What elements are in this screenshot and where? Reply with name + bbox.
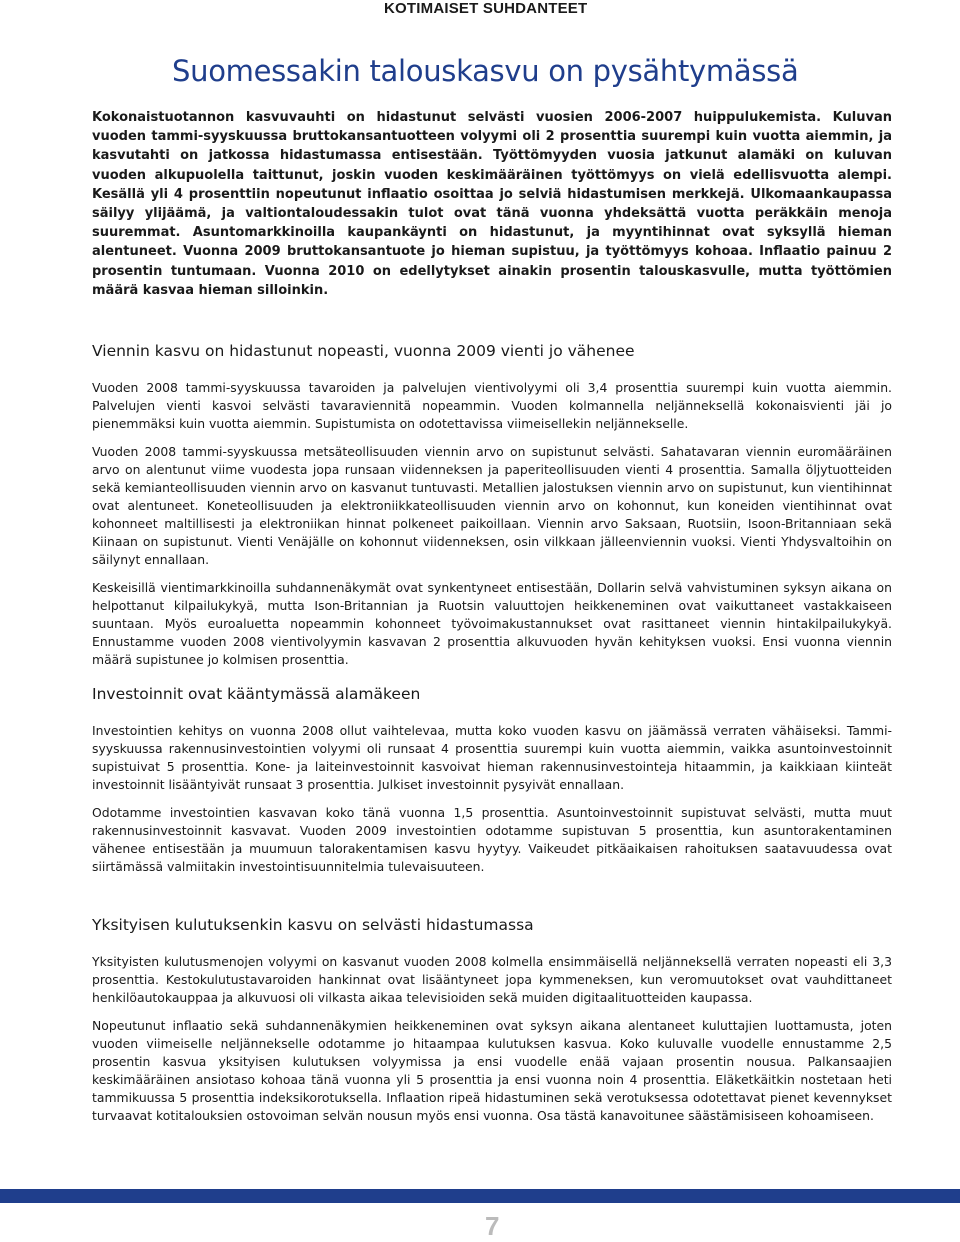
lead-paragraph: Kokonaistuotannon kasvuvauhti on hidastunut selvästi vuosien 2006-2007 huippulukemista. Kuluvan vuoden tammi-syyskuussa bruttokansantuotteen volyymi oli 2 prosenttia suurempi kuin vuotta aiemmin, ja kasvutahti on jatkossa hidastumassa entisestään. Työttömyyden vuosia jatkunut alamäki on kuluvan vuoden alkupuolella taittunut, joskin vuoden keskimääräinen työttömyys on vielä edellisvuotta alempi. Kesällä yli 4 prosenttiin nopeutunut inflaatio osoittaa jo selviä hidastumisen merkkejä. Ulkomaankaupassa säilyy ylijäämä, ja valtiontaloudessakin tulot ovat tänä vuonna yhdeksättä vuotta peräkkäin menoja suuremmat. Asuntomarkkinoilla kaupankäynti on hidastunut, ja myyntihinnat ovat syksyllä hieman alentuneet. Vuonna 2009 bruttokansantuote jo hieman supistuu, ja työttömyys kohoaa. Inflaatio painuu 2 prosentin tuntumaan. Vuonna 2010 on edellytykset ainakin prosentin talouskasvulle, mutta työttömien määrä kasvaa hieman silloinkin. — [92, 110, 892, 298]
page-title: Suomessakin talouskasvu on pysähtymässä — [172, 54, 799, 88]
section-heading: Viennin kasvu on hidastunut nopeasti, vuonna 2009 vienti jo vähenee — [92, 342, 635, 360]
section-heading: Yksityisen kulutuksenkin kasvu on selvästi hidastumassa — [92, 916, 534, 934]
section-investments — [92, 684, 892, 886]
paragraph: Yksityisten kulutusmenojen volyymi on kasvanut vuoden 2008 kolmella ensimmäisellä neljänneksellä verraten nopeasti eli 3,3 prosenttia. Kestokulutustavaroiden hankinnat ovat lisääntyneet jopa kymmeneksen, kun veromuutokset ovat vauhdittaneet henkilöautokauppaa ja alkuvuosi oli vilkasta aikaa televisioiden sekä muiden digitaalituotteiden kaupassa. — [92, 954, 892, 1005]
paragraph: Odotamme investointien kasvavan koko tänä vuonna 1,5 prosenttia. Asuntoinvestoinnit supistuvat selvästi, mutta muut rakennusinvestoinnit kasvavat. Vuoden 2009 investointien odotamme supistuvan 5 prosenttia, kun asuntorakentaminen vähenee entisestään ja muumuun talorakentamisen kasvu hyytyy. Vaikeudet pitkäaikaisen rahoituksen saatavuudessa ovat siirtämässä valmiitakin investointisuunnitelmia tulevaisuuteen. — [92, 805, 892, 874]
paragraph: Investointien kehitys on vuonna 2008 ollut vaihtelevaa, mutta koko vuoden kasvu on jäämässä verraten vähäiseksi. Tammi-syyskuussa rakennusinvestointien volyymi oli runsaat 4 prosenttia suurempi kuin vuotta aiemmin, vaikka asuntoinvestoinnit supistuivat 5 prosenttia. Kone- ja laiteinvestoinnit kasvoivat hieman rakennusinvestointeja hitaammin, ja kaikkiaan kiinteät investoinnit lisääntyivät runsaat 3 prosenttia. Julkiset investoinnit pysyivät ennallaan. — [92, 723, 892, 792]
section-label: KOTIMAISET SUHDANTEET — [384, 0, 588, 17]
section-exports — [92, 341, 892, 679]
footer-band — [0, 1189, 960, 1203]
paragraph: Keskeisillä vientimarkkinoilla suhdannenäkymät ovat synkentyneet entisestään, Dollarin selvä vahvistuminen syksyn aikana on helpottanut kilpailukykyä, mutta Ison-Britannian ja Ruotsin valuuttojen heikkeneminen ovat vaikuttaneet vastakkaiseen suuntaan. Myös euroaluetta nopeammin kohonneet työvoimakustannukset ovat rasittaneet viennin hintakilpailukykyä. Ennustamme vuoden 2008 vientivolyymin kasvavan 2 prosenttia alkuvuoden hyvän kehityksen vuoksi. Ensi vuonna viennin määrä supistunee jo kolmisen prosenttia. — [92, 580, 892, 667]
paragraph: Nopeutunut inflaatio sekä suhdannenäkymien heikkeneminen ovat syksyn aikana alentaneet kuluttajien luottamusta, joten vuoden viimeiselle neljännekselle odotamme jo hitaampaa kulutuksen kasvua. Koko kuluvalle vuodelle ennustamme 2,5 prosentin kasvua yksityisen kulutuksen volyymissa ja ensi vuodelle enää vajaan prosentin nousua. Palkansaajien keskimääräinen ansiotaso kohoaa tänä vuonna yli 5 prosenttia ja ensi vuonna noin 4 prosenttia. Eläketkäitkin nostetaan heti tammikuussa 5 prosenttia indeksikorotuksella. Inflaation ripeä hidastuminen sekä verotuksessa odotettavat pienet kevennykset turvaavat kotitalouksien ostovoiman selvän nousun myös ensi vuonna. Osa tästä kanavoitunee säästämisiseen kohoamiseen. — [92, 1018, 892, 1123]
paragraph: Vuoden 2008 tammi-syyskuussa metsäteollisuuden viennin arvo on supistunut selvästi. Sahatavaran viennin euromääräinen arvo on alentunut viime vuodesta jopa runsaan viidenneksen ja paperiteollisuuden vienti 4 prosenttia. Samalla öljytuotteiden sekä kemianteollisuuden viennin arvo on kasvanut tuntuvasti. Metallien jalostuksen viennin arvo on supistunut, kun vientihinnat ovat alentuneet. Koneteollisuuden ja elektroniikkateollisuuden viennin arvo on kohonnut, kun koneiden vientihinnat ovat kohonneet maltillisesti ja elektroniikan hinnat polkeneet paikoillaan. Viennin arvo Saksaan, Ruotsiin, Isoon-Britanniaan sekä Kiinaan on supistunut. Vienti Venäjälle on kohonnut viidenneksen, osin vilkkaan jälleenviennin vuoksi. Vienti Yhdysvaltoihin on säilynyt ennallaan. — [92, 444, 892, 567]
section-heading: Investoinnit ovat kääntymässä alamäkeen — [92, 685, 421, 703]
paragraph: Vuoden 2008 tammi-syyskuussa tavaroiden ja palvelujen vientivolyymi oli 3,4 prosenttia suurempi kuin vuotta aiemmin. Palvelujen vienti kasvoi selvästi tavaraviennitä nopeammin. Vuoden kolmannella neljänneksellä kokonaisvienti jäi jo pienemmäksi kuin vuotta aiemmin. Supistumista on odotettavissa viimeisellekin neljännekselle. — [92, 380, 892, 431]
page-number: 7 — [485, 1211, 500, 1241]
section-consumption — [92, 915, 892, 1135]
